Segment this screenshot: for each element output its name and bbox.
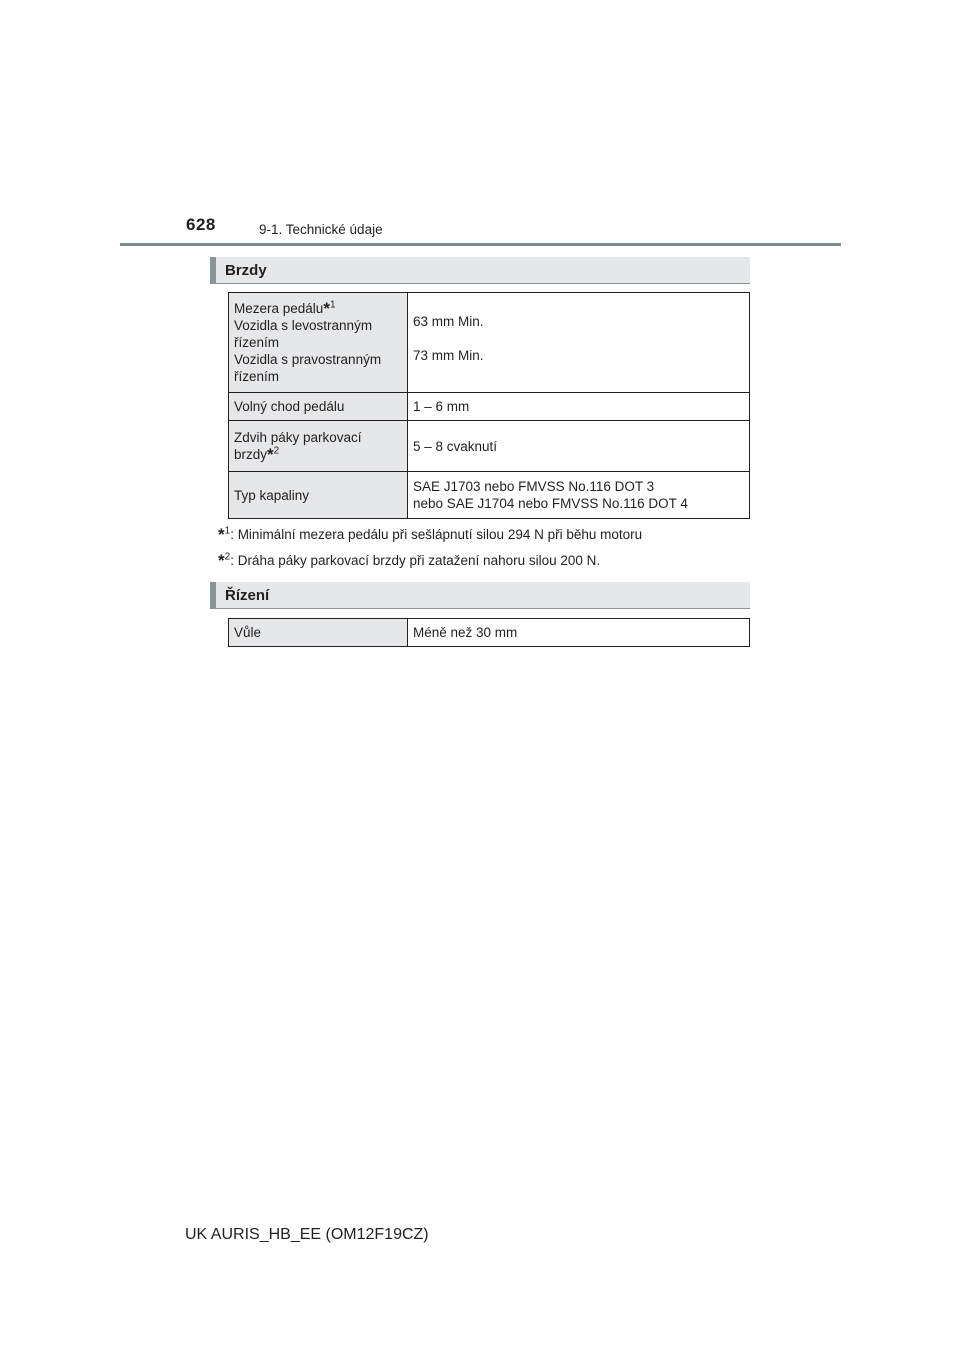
value-cell: 1 – 6 mm [408,393,750,421]
fluid-value-line: SAE J1703 nebo FMVSS No.116 DOT 3 [413,479,655,494]
footnote-asterisk: * [218,551,225,570]
row-label: Mezera pedálu*$^1$ [234,299,336,318]
value-cell [408,472,750,519]
table-row [229,472,750,519]
footnote-text: : Minimální mezera pedálu při sešlápnutí silou 294 N při běhu motoru [230,527,643,542]
footnote-number: 2 [224,551,231,563]
row-label: Zdvih páky parkovací brzdy [234,430,362,462]
value-cell: 5 – 8 cvaknutí [408,421,750,472]
table-row [229,393,750,421]
footnote-asterisk: * [218,525,225,544]
footnote-text: : Dráha páky parkovací brzdy při zatažení nahoru silou 200 N. [230,553,601,568]
page-number: 628 [186,215,216,234]
footnote [218,525,642,545]
footnote-number: 1 [329,299,336,311]
footnote-number: 2 [273,445,280,457]
section-title: Brzdy [225,262,267,279]
rhd-label: Vozidla s pravostranným řízením [234,352,382,384]
footnote [218,551,600,571]
lhd-label: Vozidla s levostranným řízením [234,318,373,350]
section-heading-steering [210,582,750,609]
page-footer: UK AURIS_HB_EE (OM12F19CZ) [185,1226,429,1243]
fluid-value-line: nebo SAE J1704 nebo FMVSS No.116 DOT 4 [413,496,688,511]
value-cell [408,293,750,393]
running-header: 9-1. Technické údaje [259,222,383,237]
steering-table [228,618,750,647]
table-row [229,421,750,472]
header-rule [120,243,841,246]
label-cell: Typ kapaliny [229,472,408,519]
lhd-value: 63 mm Min. [413,314,484,329]
rhd-value: 73 mm Min. [413,348,484,363]
label-cell: Vůle [229,619,408,647]
footnote-number: 1 [224,525,231,537]
section-heading-brakes [210,257,750,284]
label-cell: Volný chod pedálu [229,393,408,421]
label-cell [229,293,408,393]
brakes-table [228,292,750,519]
footnote-asterisk: * [323,299,330,318]
value-cell: Méně než 30 mm [408,619,750,647]
section-title: Řízení [225,587,270,604]
footnote-asterisk: * [267,445,274,464]
label-cell [229,421,408,472]
table-row [229,293,750,393]
table-row [229,619,750,647]
